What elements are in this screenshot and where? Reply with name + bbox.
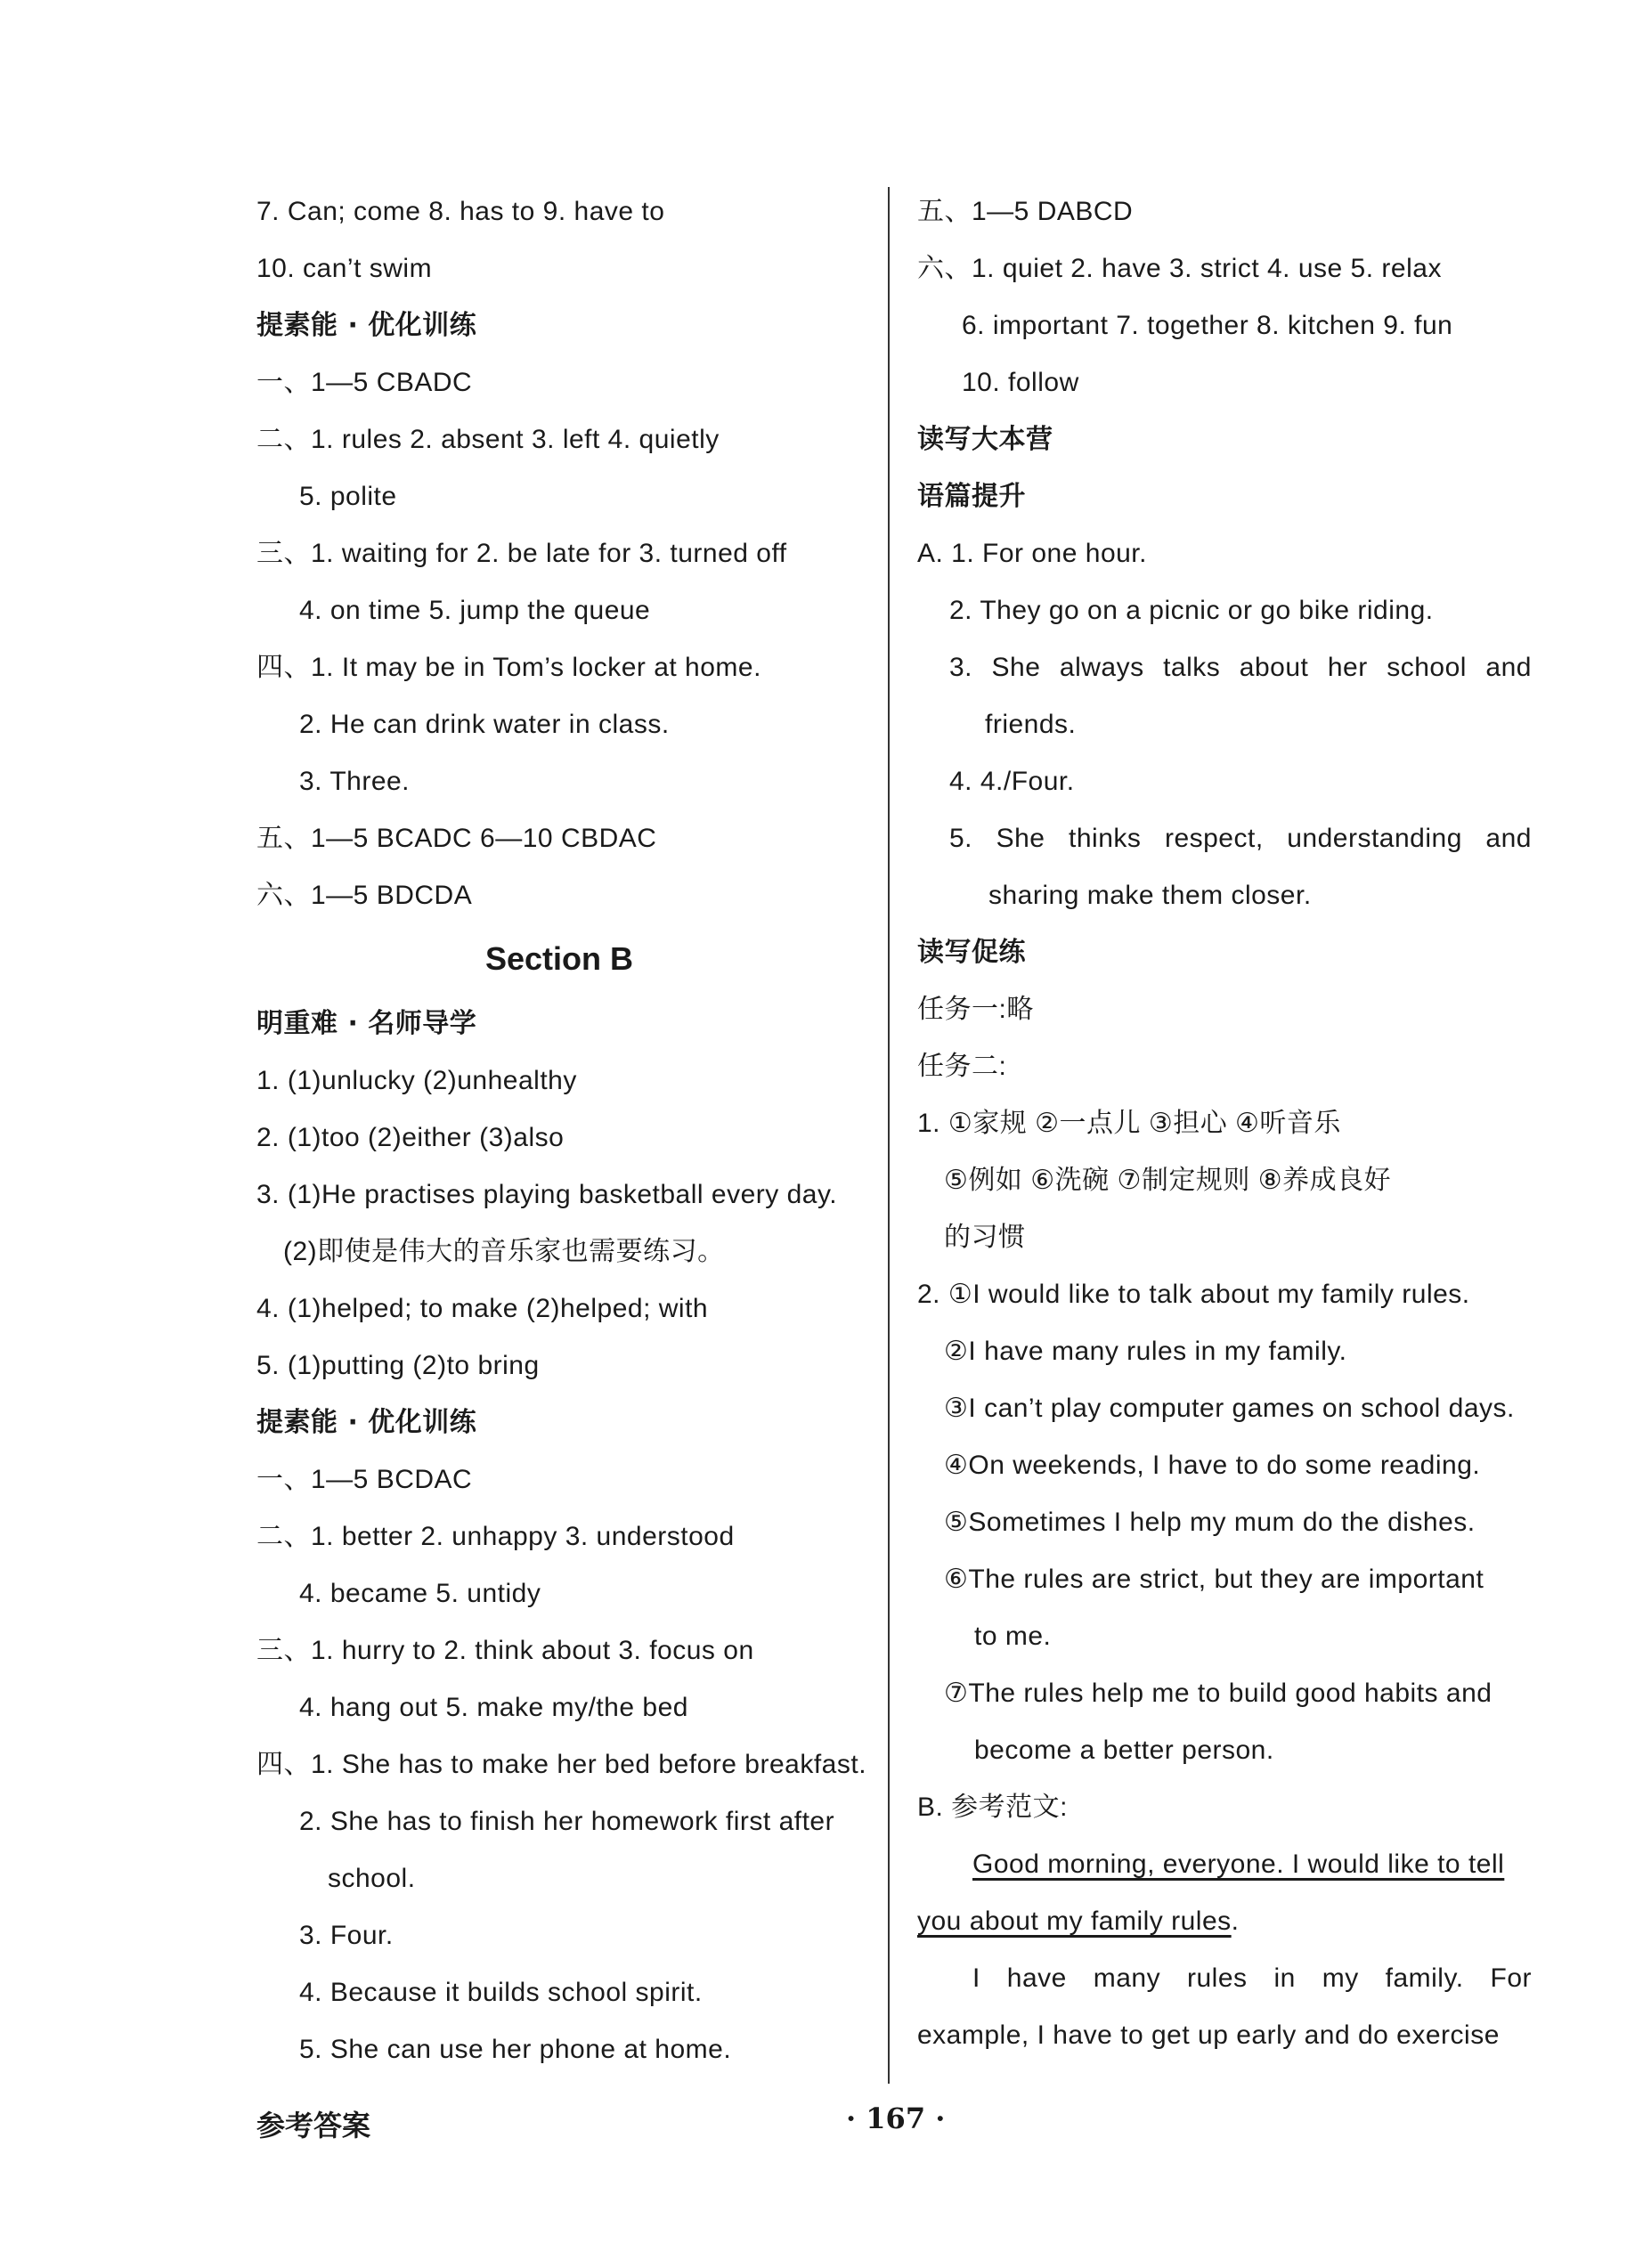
answer-line: 5. polite xyxy=(299,482,397,511)
section-heading: 读写促练 xyxy=(917,937,1026,968)
section-heading: 提素能 · 优化训练 xyxy=(256,1407,477,1438)
answer-line: friends. xyxy=(985,710,1077,739)
answer-line: 2. He can drink water in class. xyxy=(299,710,670,739)
answer-line: sharing make them closer. xyxy=(988,881,1312,910)
answer-line: ⑦The rules help me to build good habits and xyxy=(944,1679,1493,1708)
section-heading: 语篇提升 xyxy=(917,481,1026,512)
answer-line: 4. hang out 5. make my/the bed xyxy=(299,1693,688,1722)
footer-label: 参考答案 xyxy=(256,2109,371,2142)
answer-line: 三、1. waiting for 2. be late for 3. turned off xyxy=(256,539,787,568)
essay-line: I have many rules in my family. For xyxy=(972,1963,1532,1993)
answer-line: 六、1. quiet 2. have 3. strict 4. use 5. relax xyxy=(917,254,1442,283)
essay-line: Good morning, everyone. I would like to tell xyxy=(972,1849,1505,1879)
answer-line: (2)即使是伟大的音乐家也需要练习。 xyxy=(283,1237,725,1266)
answer-line: 4. (1)helped; to make (2)helped; with xyxy=(256,1294,709,1323)
answer-line: ⑤Sometimes I help my mum do the dishes. xyxy=(944,1508,1476,1537)
answer-line: 六、1—5 BDCDA xyxy=(256,881,473,910)
answer-line: ⑥The rules are strict, but they are important xyxy=(944,1565,1484,1594)
answer-line: 10. follow xyxy=(962,368,1079,397)
answer-line: 2. They go on a picnic or go bike riding. xyxy=(949,596,1434,625)
answer-line: 4. became 5. untidy xyxy=(299,1579,541,1608)
answer-line: school. xyxy=(328,1864,416,1893)
answer-line: 1. (1)unlucky (2)unhealthy xyxy=(256,1066,577,1095)
answer-line: to me. xyxy=(974,1622,1052,1651)
answer-line: 二、1. rules 2. absent 3. left 4. quietly xyxy=(256,425,720,454)
answer-line: 7. Can; come 8. has to 9. have to xyxy=(256,197,665,226)
essay-line xyxy=(917,1904,1239,1939)
answer-line: ②I have many rules in my family. xyxy=(944,1337,1347,1366)
section-title: Section B xyxy=(484,940,634,977)
answer-line: 五、1—5 DABCD xyxy=(917,197,1134,226)
answer-line: 3. (1)He practises playing basketball every day. xyxy=(256,1180,838,1209)
answer-line: 2. (1)too (2)either (3)also xyxy=(256,1123,565,1152)
answer-line: 3. Three. xyxy=(299,767,411,796)
answer-line: ③I can’t play computer games on school days. xyxy=(944,1394,1515,1423)
answer-line: 3. She always talks about her school and xyxy=(949,653,1532,682)
answer-line: 5. (1)putting (2)to bring xyxy=(256,1351,540,1380)
section-heading: 明重难 · 名师导学 xyxy=(256,1008,477,1039)
answer-line: A. 1. For one hour. xyxy=(917,539,1147,568)
answer-line: 任务二: xyxy=(917,1052,1007,1081)
answer-line: 一、1—5 BCDAC xyxy=(256,1465,473,1494)
answer-line: 任务一:略 xyxy=(917,995,1034,1024)
answer-line: ④On weekends, I have to do some reading. xyxy=(944,1451,1481,1480)
essay-underlined-text: you about my family rules xyxy=(917,1906,1232,1936)
answer-line: 五、1—5 BCADC 6—10 CBDAC xyxy=(256,824,657,853)
page-number: · 167 · xyxy=(846,2101,946,2135)
section-heading: 读写大本营 xyxy=(917,424,1053,455)
essay-period: . xyxy=(1231,1906,1240,1936)
answer-line: 四、1. She has to make her bed before breakfast. xyxy=(256,1750,867,1779)
answer-line: 二、1. better 2. unhappy 3. understood xyxy=(256,1522,735,1551)
answer-line: 10. can’t swim xyxy=(256,254,433,283)
answer-line: 2. ①I would like to talk about my family rules. xyxy=(917,1280,1470,1309)
section-heading: 提素能 · 优化训练 xyxy=(256,310,477,341)
answer-line: 5. She can use her phone at home. xyxy=(299,2035,732,2064)
answer-line: 4. 4./Four. xyxy=(949,767,1075,796)
answer-line: 的习惯 xyxy=(944,1223,1026,1252)
answer-line: B. 参考范文: xyxy=(917,1792,1069,1822)
answer-line: ⑤例如 ⑥洗碗 ⑦制定规则 ⑧养成良好 xyxy=(944,1166,1392,1195)
answer-line: 3. Four. xyxy=(299,1921,394,1950)
answer-line: 4. on time 5. jump the queue xyxy=(299,596,651,625)
answer-line: 四、1. It may be in Tom’s locker at home. xyxy=(256,653,761,682)
answer-line: 1. ①家规 ②一点儿 ③担心 ④听音乐 xyxy=(917,1109,1341,1138)
answer-line: 2. She has to finish her homework first after xyxy=(299,1807,835,1836)
answer-line: 5. She thinks respect, understanding and xyxy=(949,824,1532,853)
answer-line: 一、1—5 CBADC xyxy=(256,368,473,397)
column-divider xyxy=(888,187,890,2084)
answer-line: 三、1. hurry to 2. think about 3. focus on xyxy=(256,1636,754,1665)
answer-line: 6. important 7. together 8. kitchen 9. fun xyxy=(962,311,1453,340)
answer-line: become a better person. xyxy=(974,1736,1274,1765)
answer-line: 4. Because it builds school spirit. xyxy=(299,1978,703,2007)
essay-line: example, I have to get up early and do exercise xyxy=(917,2020,1500,2050)
